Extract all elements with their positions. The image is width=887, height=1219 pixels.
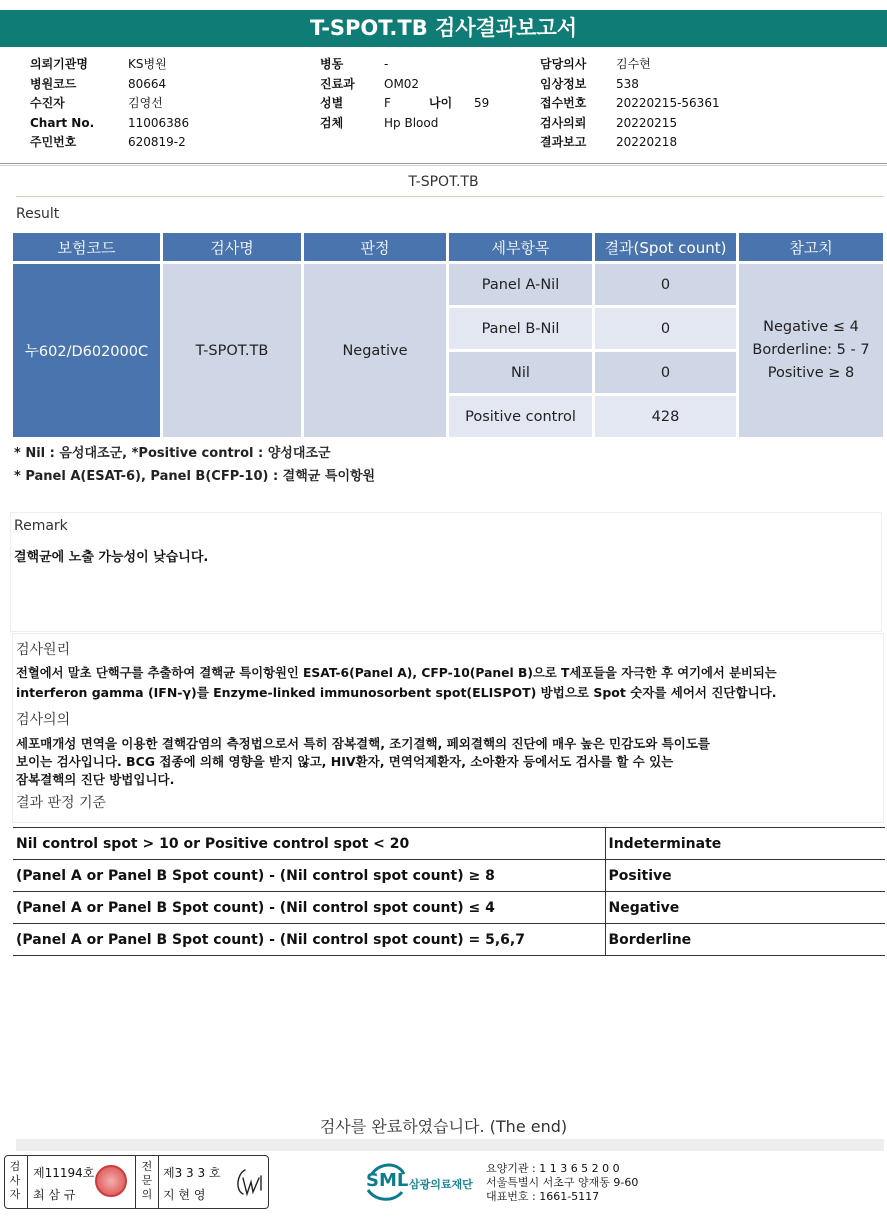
section-title: T-SPOT.TB — [408, 174, 479, 190]
table-row — [13, 860, 885, 892]
specialist-label — [137, 1156, 157, 1208]
principle-label: 검사원리 — [16, 642, 71, 658]
info-key: 병동 — [320, 57, 344, 71]
info-key: 의뢰기관명 — [30, 57, 88, 71]
info-value: 620819-2 — [128, 135, 186, 149]
sub-item-cell: Panel A-Nil — [449, 264, 592, 305]
table-row — [13, 828, 885, 860]
footnote: * Panel A(ESAT-6), Panel B(CFP-10) : 결핵균 특이항원 — [14, 469, 376, 484]
label-char: 의 — [141, 1188, 153, 1201]
info-key: 검체 — [320, 115, 344, 130]
header-test-name: 검사명 — [163, 233, 301, 261]
info-value: 80664 — [128, 76, 167, 91]
spot-count-cell: 0 — [595, 264, 736, 305]
criteria-result: Negative — [605, 892, 885, 924]
criteria-label: 결과 판정 기준 — [16, 795, 107, 811]
criteria-condition: (Panel A or Panel B Spot count) - (Nil control spot count) = 5,6,7 — [13, 924, 605, 956]
info-key: 진료과 — [320, 76, 355, 91]
info-row — [30, 94, 189, 114]
info-row — [540, 55, 720, 75]
remark-label: Remark — [14, 518, 68, 534]
reference-line: Negative ≤ 4 — [763, 319, 859, 335]
reference-line: Positive ≥ 8 — [767, 365, 855, 381]
significance-line: 세포매개성 면역을 이용한 결핵감염의 측정법으로서 특히 잠복결핵, 조기결핵, 페외결핵의 진단에 매우 높은 민감도와 특이도를 — [16, 736, 710, 751]
header-reference: 참고치 — [739, 233, 883, 261]
info-row: 성별 F 나이 59 — [320, 94, 489, 114]
result-table — [13, 233, 883, 437]
info-value: 538 — [616, 76, 639, 91]
org-name: 삼광의료재단 — [409, 1178, 473, 1191]
info-row — [540, 94, 720, 114]
criteria-condition: (Panel A or Panel B Spot count) - (Nil control spot count) ≤ 4 — [13, 892, 605, 924]
reference-line: Borderline: 5 - 7 — [752, 342, 870, 358]
header-sub-item: 세부항목 — [449, 233, 592, 261]
logo-text: SML — [366, 1170, 409, 1191]
section-divider — [16, 196, 884, 197]
test-name-cell: T-SPOT.TB — [163, 264, 301, 437]
header-insurance-code: 보험코드 — [13, 233, 160, 261]
info-row — [540, 114, 720, 134]
age-key: 나이 — [429, 96, 453, 110]
end-divider — [16, 1139, 884, 1151]
spot-count-cell: 0 — [595, 352, 736, 393]
criteria-table — [13, 827, 885, 956]
label-char: 문 — [141, 1174, 153, 1187]
age-value: 59 — [474, 96, 490, 110]
patient-info-col2 — [320, 55, 489, 133]
significance-label: 검사의의 — [16, 712, 71, 728]
end-text: 검사를 완료하였습니다. (The end) — [319, 1117, 568, 1136]
seal-stamp-icon — [95, 1165, 127, 1197]
info-key: 주민번호 — [30, 135, 77, 149]
criteria-result: Indeterminate — [605, 828, 885, 860]
principle-line: 전혈에서 말초 단핵구를 추출하여 결핵균 특이항원인 ESAT-6(Panel A), CFP-10(Panel B)으로 T세포들을 자극한 후 여기에서 분비되는 — [16, 666, 777, 680]
info-value: KS병원 — [128, 57, 167, 71]
info-value: 김영선 — [128, 96, 163, 110]
criteria-result: Positive — [605, 860, 885, 892]
patient-info-col1 — [30, 55, 189, 153]
examiner-number: 제11194호 — [33, 1166, 95, 1180]
header-judgement: 판정 — [304, 233, 446, 261]
table-row — [13, 924, 885, 956]
info-key: 수진자 — [30, 96, 65, 110]
report-title: T-SPOT.TB 검사결과보고서 — [0, 10, 887, 47]
significance-line: 보이는 검사입니다. BCG 접종에 의해 영향을 받지 않고, HIV환자, 면역억제환자, 소아환자 등에서도 검사를 할 수 있는 — [16, 754, 674, 769]
info-key: 검사의뢰 — [540, 115, 587, 130]
info-row — [30, 55, 189, 75]
info-row — [30, 133, 189, 153]
specialist-number: 제3 3 3 호 — [163, 1166, 221, 1180]
specialist-name: 지 현 영 — [163, 1188, 206, 1202]
info-value: OM02 — [384, 76, 420, 91]
significance-line: 잠복결핵의 진단 방법입니다. — [16, 772, 175, 787]
info-value: 20220215-56361 — [616, 96, 720, 110]
insurance-code-cell: 누602/D602000C — [13, 264, 160, 437]
info-value: - — [384, 57, 389, 71]
footnote: * Nil : 음성대조군, *Positive control : 양성대조군 — [14, 446, 331, 461]
remark-text: 결핵균에 노출 가능성이 낮습니다. — [14, 550, 209, 565]
org-line: 대표번호 : 1661-5117 — [486, 1190, 600, 1203]
patient-info-col3 — [540, 55, 720, 153]
info-key: Chart No. — [30, 115, 95, 130]
table-row — [13, 892, 885, 924]
spot-count-cell: 0 — [595, 308, 736, 349]
info-row — [320, 114, 489, 134]
label-char: 사 — [9, 1174, 21, 1187]
info-value: 11006386 — [128, 115, 190, 130]
spot-count-cell: 428 — [595, 396, 736, 437]
info-key: 결과보고 — [540, 135, 587, 149]
info-value: Hp Blood — [384, 115, 439, 130]
principle-box — [12, 633, 884, 823]
info-row — [540, 75, 720, 95]
info-row — [540, 133, 720, 153]
label-char: 검 — [9, 1160, 21, 1173]
examiner-name: 최 삼 규 — [33, 1188, 76, 1202]
info-row — [320, 75, 489, 95]
divider — [135, 1156, 136, 1208]
org-line: 요양기관 : 1 1 3 6 5 2 0 0 — [486, 1162, 620, 1175]
sub-item-cell: Positive control — [449, 396, 592, 437]
result-label: Result — [16, 206, 60, 222]
divider — [158, 1156, 159, 1208]
principle-line: interferon gamma (IFN-γ)를 Enzyme-linked immunosorbent spot(ELISPOT) 방법으로 Spot 숫자를 세어서 진단합니다. — [16, 685, 777, 700]
divider — [27, 1156, 28, 1208]
signature-icon — [231, 1164, 267, 1200]
reference-cell — [739, 264, 883, 437]
label-char: 자 — [9, 1188, 21, 1201]
judgement-cell: Negative — [304, 264, 446, 437]
sub-item-cell: Nil — [449, 352, 592, 393]
sub-item-cell: Panel B-Nil — [449, 308, 592, 349]
info-key: 임상정보 — [540, 76, 587, 91]
info-row — [320, 55, 489, 75]
info-value: 20220218 — [616, 135, 678, 149]
criteria-condition: (Panel A or Panel B Spot count) - (Nil control spot count) ≥ 8 — [13, 860, 605, 892]
info-key: 병원코드 — [30, 76, 77, 91]
examiner-label — [5, 1156, 25, 1208]
remark-box — [10, 512, 882, 632]
criteria-condition: Nil control spot > 10 or Positive control spot < 20 — [13, 828, 605, 860]
header-result: 결과(Spot count) — [595, 233, 736, 261]
criteria-result: Borderline — [605, 924, 885, 956]
org-info — [486, 1162, 638, 1204]
info-key: 담당의사 — [540, 57, 587, 71]
info-key: 접수번호 — [540, 96, 587, 110]
info-key: 성별 — [320, 96, 344, 110]
info-value: 20220215 — [616, 115, 678, 130]
org-line: 서울특별시 서초구 양재동 9-60 — [486, 1176, 639, 1189]
signature-box — [4, 1155, 269, 1209]
label-char: 전 — [141, 1160, 153, 1173]
info-row — [30, 114, 189, 134]
header-divider — [0, 163, 887, 166]
info-value: 김수현 — [616, 57, 651, 71]
info-row — [30, 75, 189, 95]
